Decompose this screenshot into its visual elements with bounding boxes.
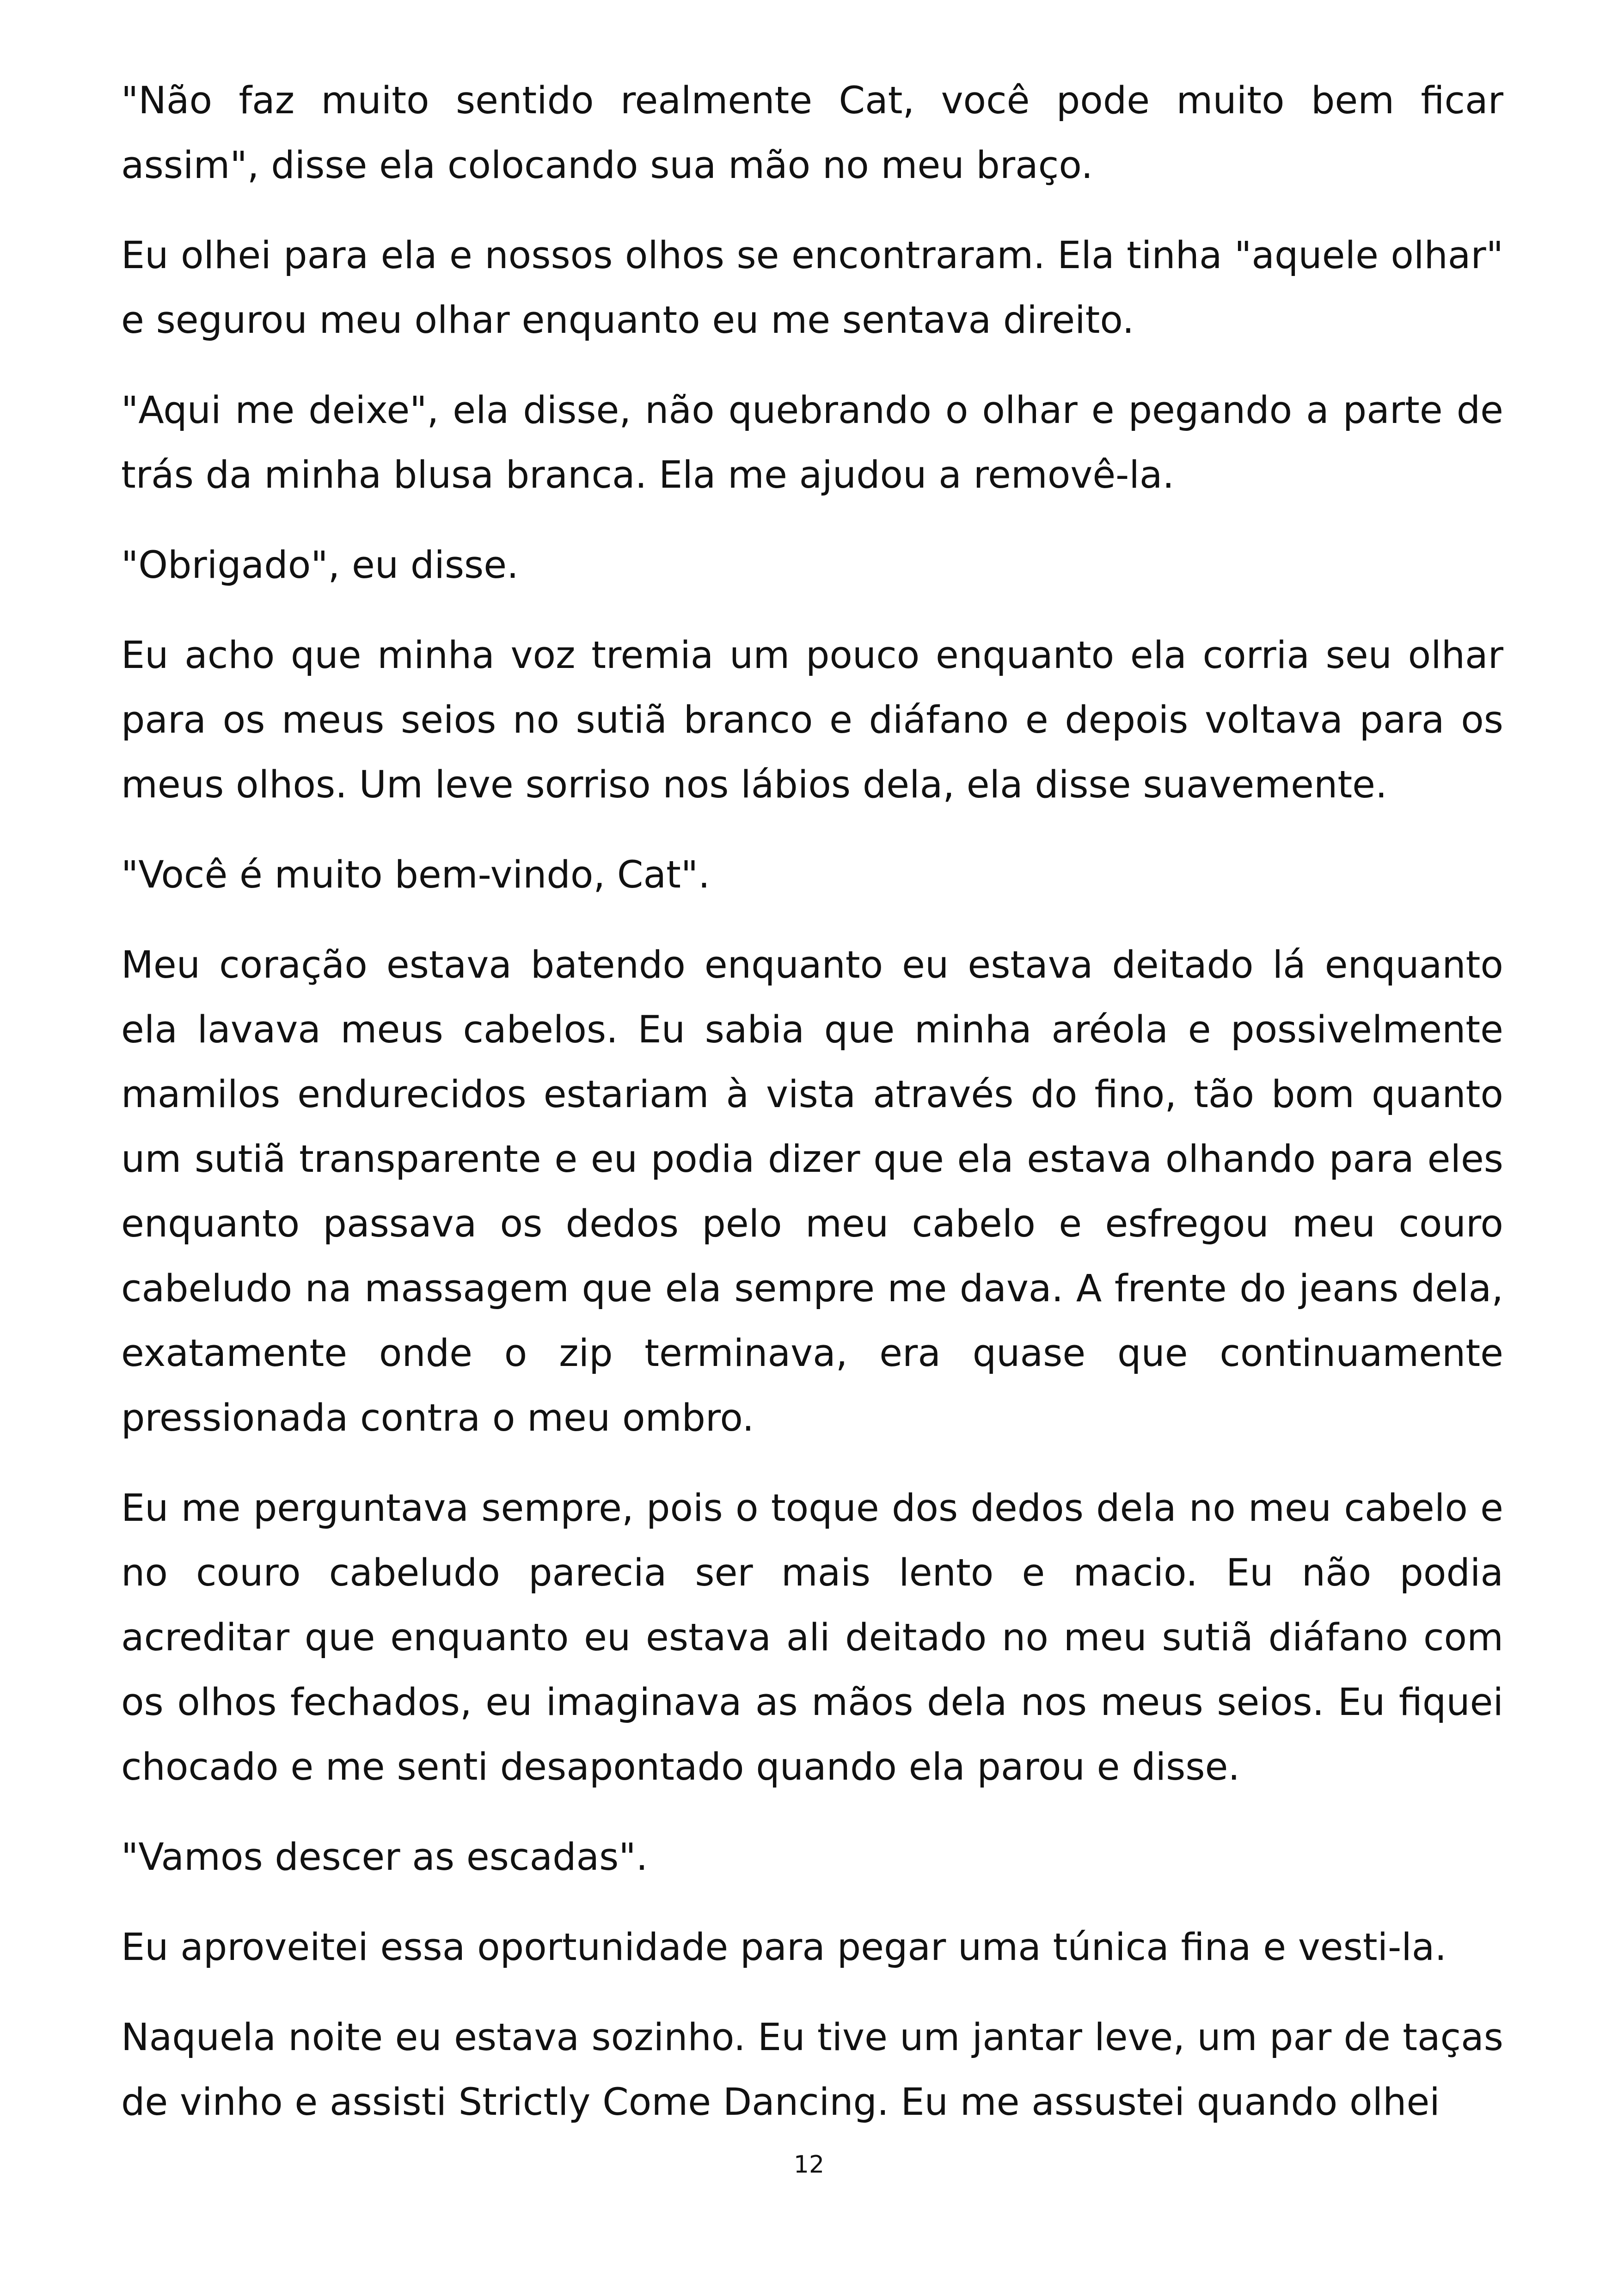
paragraph-9: "Vamos descer as escadas". (121, 1836, 648, 1879)
paragraph-2: Eu olhei para ela e nossos olhos se encontraram. Ela tinha "aquele olhar" e segurou meu olhar enquanto eu me sentava direito. (121, 234, 1503, 342)
paragraph-10: Eu aproveitei essa oportunidade para pegar uma túnica fina e vesti-la. (121, 1926, 1447, 1969)
paragraph-8: Eu me perguntava sempre, pois o toque dos dedos dela no meu cabelo e no couro cabeludo parecia ser mais lento e macio. Eu não podia acreditar que enquanto eu estava ali deitado no meu sutiã diáfano com os olhos fechados, eu imaginava as mãos dela nos meus seios. Eu fiquei chocado e me senti desapontado quando ela parou e disse. (121, 1487, 1503, 1789)
page-number: 12 (793, 2151, 825, 2179)
paragraph-3: "Aqui me deixe", ela disse, não quebrando o olhar e pegando a parte de trás da minha blusa branca. Ela me ajudou a removê-la. (121, 389, 1503, 497)
paragraph-4: "Obrigado", eu disse. (121, 544, 519, 587)
document-body (121, 68, 1503, 2160)
paragraph-7: Meu coração estava batendo enquanto eu estava deitado lá enquanto ela lavava meus cabelos. Eu sabia que minha aréola e possivelmente mamilos endurecidos estariam à vista através do fino, tão bom quanto um sutiã transparente e eu podia dizer que ela estava olhando para eles enquanto passava os dedos pelo meu cabelo e esfregou meu couro cabeludo na massagem que ela sempre me dava. A frente do jeans dela, exatamente onde o zip terminava, era quase que continuamente pressionada contra o meu ombro. (121, 943, 1503, 1440)
paragraph-11: Naquela noite eu estava sozinho. Eu tive um jantar leve, um par de taças de vinho e assisti Strictly Come Dancing. Eu me assustei quando olhei (121, 2016, 1503, 2124)
paragraph-1: "Não faz muito sentido realmente Cat, você pode muito bem ficar assim", disse ela colocando sua mão no meu braço. (121, 79, 1503, 187)
paragraph-6: "Você é muito bem-vindo, Cat". (121, 853, 710, 897)
paragraph-5: Eu acho que minha voz tremia um pouco enquanto ela corria seu olhar para os meus seios no sutiã branco e diáfano e depois voltava para os meus olhos. Um leve sorriso nos lábios dela, ela disse suavemente. (121, 634, 1503, 807)
